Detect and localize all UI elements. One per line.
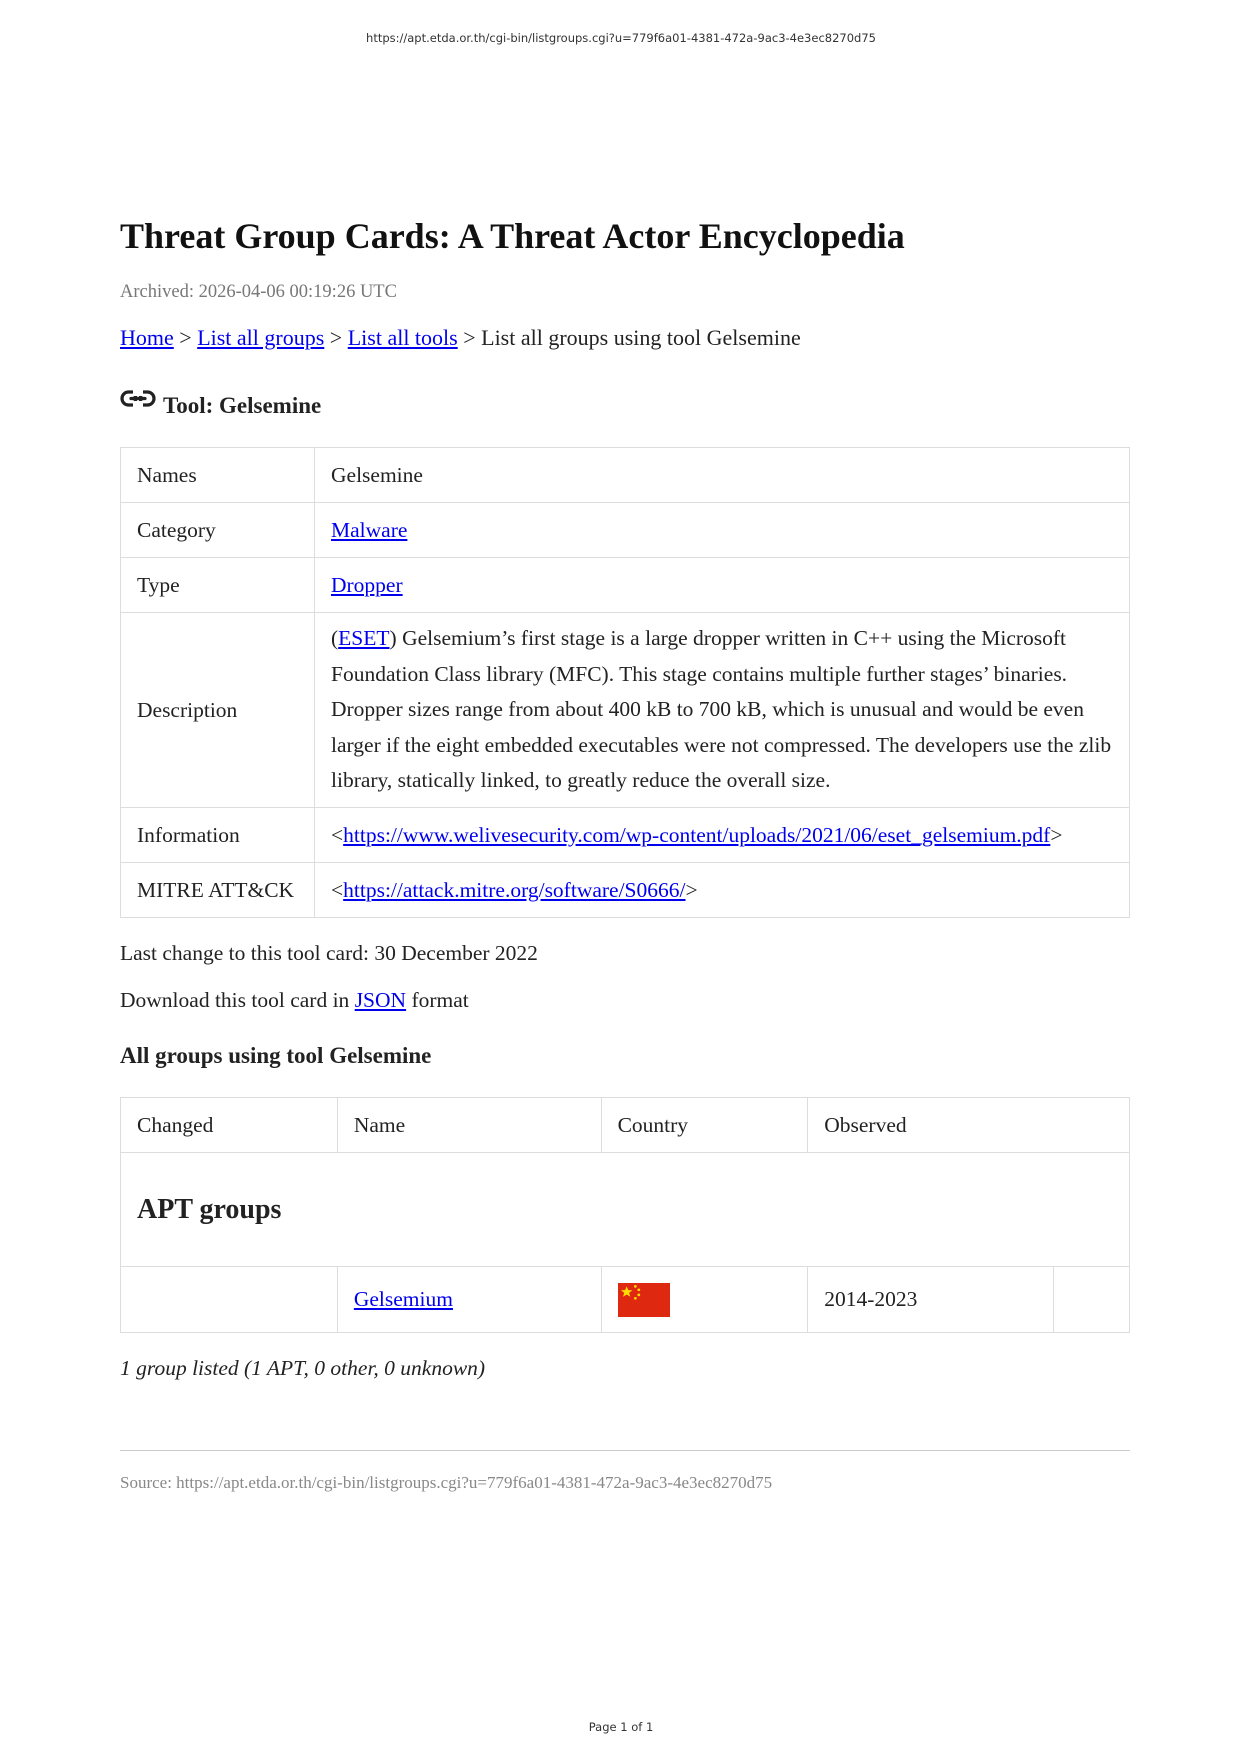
empty-cell <box>1053 1267 1129 1333</box>
column-header-observed: Observed <box>808 1098 1130 1153</box>
link-icon <box>120 389 156 411</box>
changed-cell <box>121 1267 338 1333</box>
names-label: Names <box>121 448 315 503</box>
names-value: Gelsemine <box>315 448 1130 503</box>
category-cell <box>315 503 1130 558</box>
page-title: Threat Group Cards: A Threat Actor Encyclopedia <box>120 216 905 256</box>
description-source-link[interactable]: ESET <box>338 626 390 651</box>
column-header-country: Country <box>601 1098 808 1153</box>
section-row <box>121 1153 1130 1267</box>
source-text: Source: https://apt.etda.or.th/cgi-bin/listgroups.cgi?u=779f6a01-4381-472a-9ac3-4e3ec8270d75 <box>120 1473 773 1492</box>
category-label: Category <box>121 503 315 558</box>
last-change-text: Last change to this tool card: 30 December 2022 <box>120 941 538 965</box>
main-content <box>120 208 1130 1493</box>
table-row <box>121 863 1130 918</box>
type-cell <box>315 558 1130 613</box>
group-name-link[interactable]: Gelsemium <box>353 1287 453 1311</box>
breadcrumb-list-tools-link[interactable]: List all tools <box>347 325 458 350</box>
table-row <box>121 1267 1130 1333</box>
breadcrumb-separator: > <box>324 325 348 350</box>
information-link[interactable]: https://www.welivesecurity.com/wp-content/uploads/2021/06/eset_gelsemium.pdf <box>343 822 1051 847</box>
column-header-name: Name <box>337 1098 601 1153</box>
groups-heading: All groups using tool Gelsemine <box>120 1043 432 1068</box>
tool-info-table <box>120 447 1130 918</box>
json-download-link[interactable]: JSON <box>354 988 407 1012</box>
category-link[interactable]: Malware <box>331 517 408 542</box>
divider <box>120 1450 1130 1451</box>
tool-heading <box>120 385 1130 419</box>
breadcrumb-list-groups-link[interactable]: List all groups <box>197 325 325 350</box>
type-label: Type <box>121 558 315 613</box>
table-row <box>121 503 1130 558</box>
tool-heading-label: Tool: Gelsemine <box>163 393 322 418</box>
section-label-apt-groups: APT groups <box>137 1193 282 1225</box>
breadcrumb-home-link[interactable]: Home <box>120 325 174 350</box>
table-row <box>121 808 1130 863</box>
breadcrumb-separator: > <box>173 325 198 350</box>
type-link[interactable]: Dropper <box>331 572 403 597</box>
archived-timestamp: Archived: 2026-04-06 00:19:26 UTC <box>120 282 397 302</box>
name-cell <box>337 1267 601 1333</box>
page-number: Page 1 of 1 <box>588 1720 654 1734</box>
column-header-changed: Changed <box>121 1098 338 1153</box>
mitre-label: MITRE ATT&CK <box>121 863 315 918</box>
information-label: Information <box>121 808 315 863</box>
groups-table <box>120 1097 1130 1333</box>
breadcrumb <box>120 325 1130 351</box>
breadcrumb-current: > List all groups using tool Gelsemine <box>457 325 801 350</box>
table-row <box>121 558 1130 613</box>
description-text: ) Gelsemium’s first stage is a large dropper written in C++ using the Microsoft Foundation Class library (MFC). This stage contains multiple further stages’ binaries. Dropper sizes range from about 400 kB to 700 kB, which is unusual and would be even larger if the eight embedded executables were not compressed. The developers use the zlib library, statically linked, to greatly reduce the overall size. <box>331 626 1112 793</box>
table-row <box>121 613 1130 808</box>
china-flag-icon <box>618 1283 670 1317</box>
description-cell <box>315 613 1130 808</box>
download-line <box>120 988 1130 1013</box>
mitre-cell: <https://attack.mitre.org/software/S0666/> <box>315 863 1130 918</box>
header-url: https://apt.etda.or.th/cgi-bin/listgroups.cgi?u=779f6a01-4381-472a-9ac3-4e3ec8270d75 <box>366 31 876 45</box>
observed-cell: 2014-2023 <box>808 1267 1053 1333</box>
mitre-link[interactable]: https://attack.mitre.org/software/S0666/ <box>343 877 686 902</box>
description-label: Description <box>121 613 315 808</box>
download-suffix: format <box>406 988 469 1012</box>
table-header-row <box>121 1098 1130 1153</box>
table-row <box>121 448 1130 503</box>
download-prefix: Download this tool card in <box>120 988 355 1012</box>
groups-summary: 1 group listed (1 APT, 0 other, 0 unknown) <box>120 1356 486 1380</box>
country-cell <box>601 1267 808 1333</box>
information-cell: <https://www.welivesecurity.com/wp-content/uploads/2021/06/eset_gelsemium.pdf> <box>315 808 1130 863</box>
description-open-paren: ( <box>331 626 339 651</box>
section-cell <box>121 1153 1130 1267</box>
